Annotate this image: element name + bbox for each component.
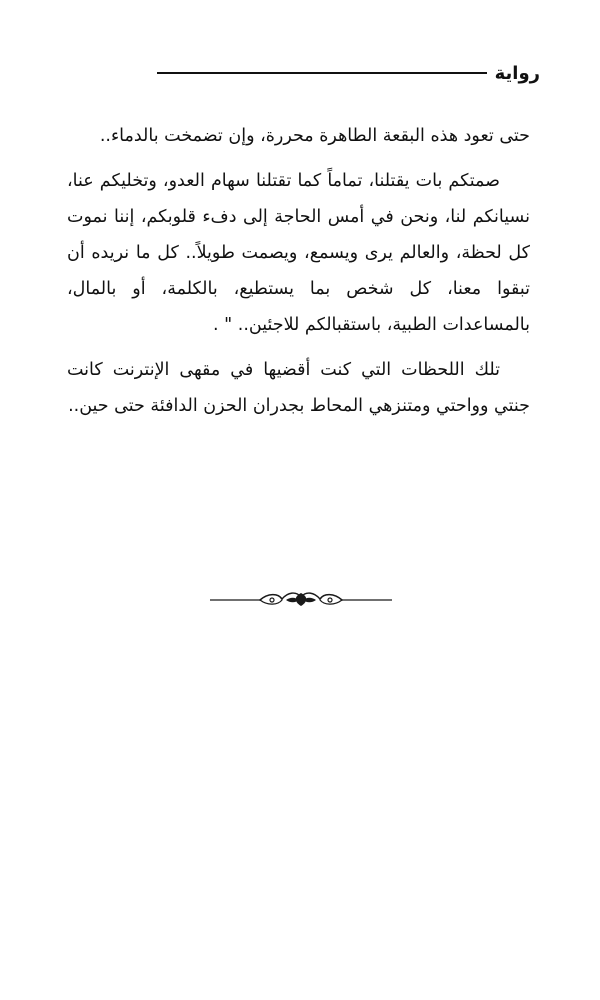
running-header: [150, 56, 540, 90]
header-rule: [157, 72, 487, 74]
paragraph-1: حتى تعود هذه البقعة الطاهرة محررة، وإن تضمخت بالدماء..: [99, 126, 530, 146]
paragraph-2: صمتكم بات يقتلنا، تماماً كما تقتلنا سهام العدو، وتخليكم عنا، نسيانكم لنا، ونحن في أمس الحاجة إلى دفء قلوبكم، إننا نموت كل لحظة، والعالم يرى ويسمع، ويصمت طويلاً.. كل ما نريده أن تبقوا معنا، كل شخص بما يستطيع، بالكلمة، أو بالمال، بالمساعدات الطبية، باستقبالكم للاجئين.. " .: [67, 171, 530, 335]
paragraph-3: تلك اللحظات التي كنت أقضيها في مقهى الإنترنت كانت جنتي وواحتي ومتنزهي المحاط بجدران الحزن الدافئة حتى حين..: [67, 360, 530, 416]
body-text: [67, 118, 530, 433]
header-title: رواية: [494, 62, 540, 84]
scroll-divider-icon: [210, 588, 392, 612]
